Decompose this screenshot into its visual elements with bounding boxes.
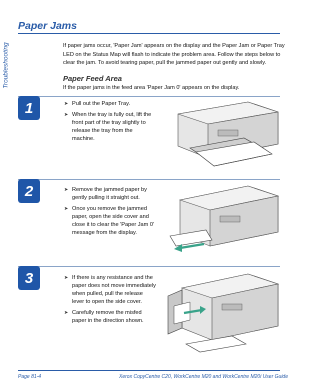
guide-title: Xerox CopyCentre C20, WorkCentre M20 and WorkCentre M20i User Guide — [119, 374, 288, 380]
step-number-badge: 1 — [18, 96, 40, 120]
list-item — [64, 205, 156, 237]
sidebar-section-label: Troubleshooting — [2, 42, 10, 89]
printer-tray-illustration — [160, 96, 284, 172]
step-3-bullet-2: Carefully remove the misfed paper in the direction shown. — [72, 310, 144, 324]
printer-side-cover-illustration — [160, 266, 284, 362]
page-title: Paper Jams — [18, 20, 77, 32]
section-heading: Paper Feed Area — [63, 74, 122, 83]
intro-paragraph: If paper jams occur, 'Paper Jam' appears on the display and the Paper Jam or Paper Tray LED on the Status Map will flash to indicate the problem area. Follow the steps below to clear the jam. To avoid tearing paper, pull the jammed paper out gently and slowly. — [63, 43, 285, 66]
list-item — [64, 186, 156, 202]
section-intro: If the paper jams in the feed area 'Paper Jam 0' appears on the display. — [63, 85, 240, 91]
step-1-instructions — [64, 100, 156, 146]
footer-divider — [18, 370, 280, 371]
list-item — [64, 309, 156, 325]
arrow-bullet-icon: ➤ — [64, 310, 69, 316]
arrow-bullet-icon: ➤ — [64, 275, 69, 281]
printer-jam-removal-illustration — [160, 180, 284, 260]
step-1-bullet-1: Pull out the Paper Tray. — [72, 101, 131, 107]
step-2-bullet-1: Remove the jammed paper by gently pulling it straight out. — [72, 187, 147, 201]
step-2-bullet-2: Once you remove the jammed paper, open the side cover and close it to clear the 'Paper Jam 0' message from the display. — [72, 206, 155, 236]
step-3-bullet-1: If there is any resistance and the paper does not move immediately when pulled, pull the release lever to open the side cover. — [72, 275, 156, 305]
step-1-bullet-2: When the tray is fully out, lift the front part of the tray slightly to release the tray from the machine. — [72, 112, 152, 142]
title-divider — [18, 33, 280, 34]
step-2-instructions — [64, 186, 156, 240]
arrow-bullet-icon: ➤ — [64, 187, 69, 193]
arrow-bullet-icon: ➤ — [64, 112, 69, 118]
list-item — [64, 111, 156, 143]
step-number-badge: 2 — [18, 179, 40, 203]
list-item — [64, 100, 156, 108]
step-3-instructions — [64, 274, 156, 328]
arrow-bullet-icon: ➤ — [64, 101, 69, 107]
sidebar-section-tab — [0, 10, 12, 130]
step-number-badge: 3 — [18, 266, 40, 290]
list-item — [64, 274, 156, 306]
arrow-bullet-icon: ➤ — [64, 206, 69, 212]
page-number: Page 81-4 — [18, 374, 42, 380]
